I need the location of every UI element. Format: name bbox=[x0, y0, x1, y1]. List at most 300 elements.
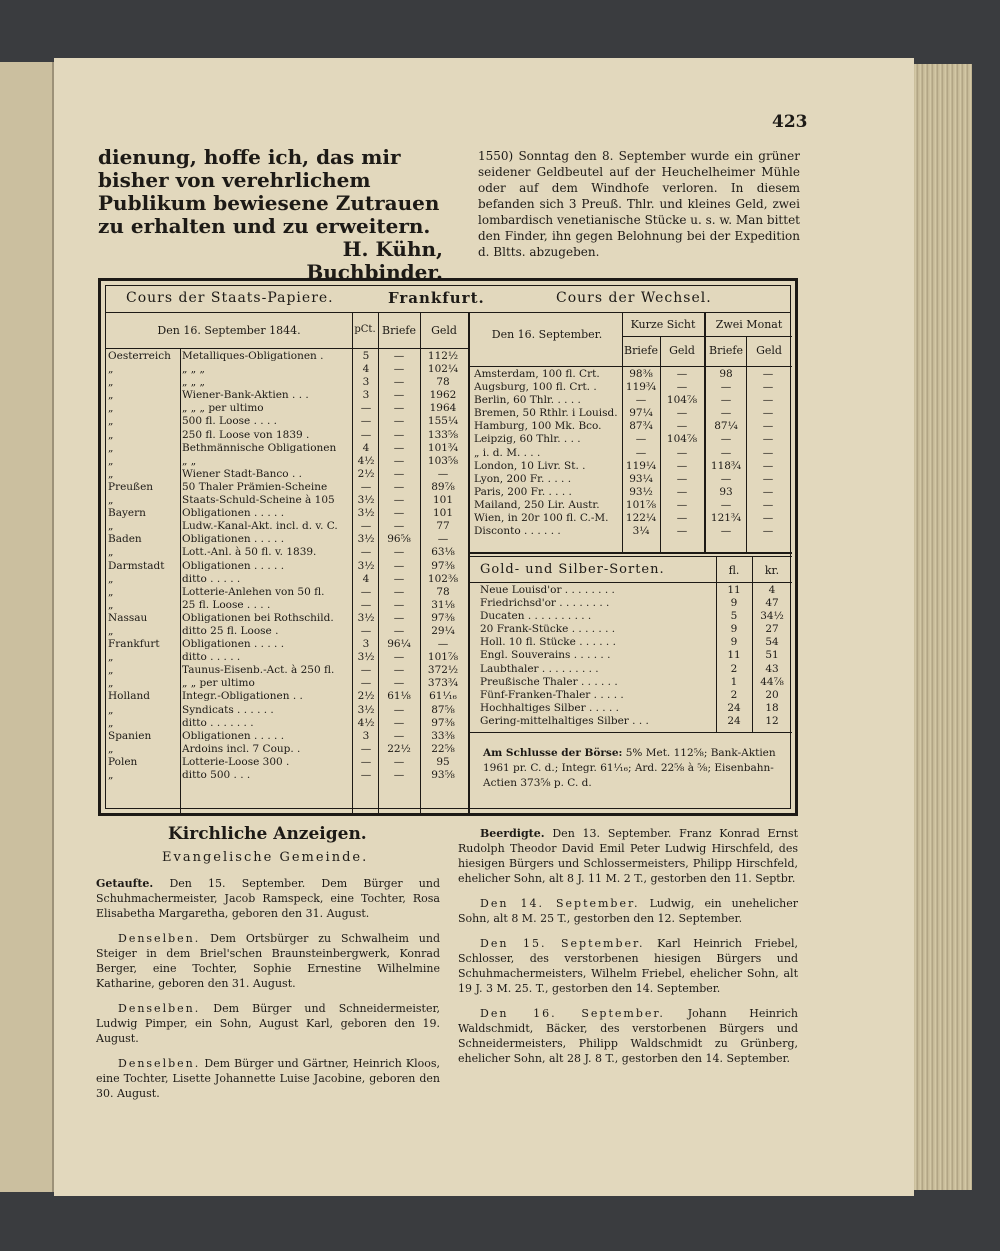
table-row bbox=[108, 573, 468, 586]
cell-country: „ bbox=[108, 428, 114, 441]
cell-zwei-briefe: — bbox=[720, 472, 732, 485]
cell-briefe: — bbox=[393, 389, 405, 402]
cell-security: Staats-Schuld-Scheine à 105 bbox=[182, 494, 335, 507]
cell-geld: 101 bbox=[432, 494, 454, 507]
cell-zwei-geld: — bbox=[762, 446, 774, 459]
left-header-date: Den 16. September 1844. bbox=[157, 324, 301, 337]
church-paragraph bbox=[96, 931, 440, 991]
right-rows bbox=[474, 368, 792, 538]
church-left-column bbox=[96, 876, 440, 1111]
cell-geld: — bbox=[437, 638, 449, 651]
cell-country: Spanien bbox=[108, 729, 152, 742]
paragraph-text: Johann Heinrich Waldschmidt, Bäcker, des verstorbenen Bürgers und Schneidermeisters, Philipp Waldschmidt zu Grünberg, ehelicher Sohn, alt 28 J. 8 T., gestorben den 14. September. bbox=[458, 1007, 798, 1065]
cell-security: ditto 25 fl. Loose . bbox=[182, 624, 279, 637]
table-row bbox=[108, 363, 468, 376]
cell-country: „ bbox=[108, 441, 114, 454]
cell-security: 500 fl. Loose . . . . bbox=[182, 415, 277, 428]
cell-security: „ „ „ bbox=[182, 376, 205, 389]
cell-security: Obligationen . . . . . bbox=[182, 729, 285, 742]
cell-briefe: — bbox=[393, 664, 405, 677]
cell-pct: — bbox=[360, 428, 372, 441]
gold-top-rule bbox=[470, 552, 792, 554]
table-row bbox=[108, 664, 468, 677]
cell-security: Taunus-Eisenb.-Act. à 250 fl. bbox=[182, 664, 335, 677]
cell-briefe: — bbox=[393, 598, 405, 611]
table-row bbox=[108, 599, 468, 612]
table-row bbox=[108, 429, 468, 442]
cell-country: „ bbox=[108, 467, 114, 480]
cell-geld: 133⅝ bbox=[427, 428, 459, 441]
cell-zwei-geld: — bbox=[762, 459, 774, 472]
gold-rows bbox=[480, 584, 792, 728]
cell-kr: 51 bbox=[765, 649, 779, 662]
cell-country: „ bbox=[108, 742, 114, 755]
boerse-closing-label: Am Schlusse der Börse: bbox=[483, 747, 623, 759]
cell-zwei-geld: — bbox=[762, 407, 774, 420]
cell-kurze-briefe: 87¾ bbox=[629, 420, 653, 433]
church-paragraph bbox=[458, 936, 798, 996]
cell-kurze-geld: — bbox=[676, 525, 688, 538]
cell-kr: 43 bbox=[765, 662, 779, 675]
cell-pct: — bbox=[360, 769, 372, 781]
cell-pct: 3½ bbox=[357, 611, 375, 624]
table-row bbox=[108, 690, 468, 703]
table-row bbox=[480, 610, 792, 623]
cell-kr: 47 bbox=[765, 597, 779, 610]
church-paragraph bbox=[96, 1056, 440, 1101]
cell-country: „ bbox=[108, 572, 114, 585]
table-row bbox=[108, 494, 468, 507]
cell-pct: — bbox=[360, 585, 372, 598]
cell-geld: 93⅝ bbox=[431, 769, 455, 781]
cell-briefe: 22½ bbox=[387, 742, 411, 755]
cell-geld: 87⅝ bbox=[431, 703, 455, 716]
paragraph-lead: Den 14. September. bbox=[480, 897, 640, 910]
cell-kr: 18 bbox=[765, 701, 779, 714]
table-row bbox=[108, 520, 468, 533]
table-row bbox=[474, 499, 792, 512]
cell-geld: 61¹⁄₁₆ bbox=[429, 690, 457, 703]
cell-place: Disconto . . . . . . bbox=[474, 525, 561, 538]
table-row bbox=[480, 689, 792, 702]
cell-country: Holland bbox=[108, 690, 150, 703]
cell-zwei-briefe: 121¾ bbox=[710, 512, 742, 525]
cell-pct: 4 bbox=[362, 572, 370, 585]
right-header-rule bbox=[470, 366, 792, 367]
cell-briefe: — bbox=[393, 363, 405, 376]
right-header-briefe: Briefe bbox=[624, 344, 658, 357]
paragraph-lead: Den 16. September. bbox=[480, 1007, 665, 1020]
gold-header-fl: fl. bbox=[728, 564, 740, 577]
table-row bbox=[480, 636, 792, 649]
cell-geld: 112½ bbox=[427, 350, 459, 362]
table-row bbox=[108, 638, 468, 651]
cell-kurze-briefe: — bbox=[635, 394, 647, 407]
cell-pct: 3½ bbox=[357, 703, 375, 716]
table-row bbox=[480, 702, 792, 715]
cell-fl: 24 bbox=[727, 701, 741, 714]
cell-briefe: — bbox=[393, 520, 405, 533]
cell-kurze-geld: — bbox=[676, 368, 688, 380]
cell-pct: — bbox=[360, 402, 372, 415]
cell-place: „ i. d. M. . . . bbox=[474, 446, 541, 459]
cell-kurze-geld: 104⅞ bbox=[666, 394, 698, 407]
cell-coin: Gering-mittelhaltiges Silber . . . bbox=[480, 714, 649, 727]
cell-geld: 78 bbox=[436, 376, 450, 389]
right-header-briefe-2: Briefe bbox=[709, 344, 743, 357]
cell-security: Integr.-Obligationen . . bbox=[182, 690, 303, 703]
cell-security: Obligationen . . . . . bbox=[182, 559, 285, 572]
cell-security: Ludw.-Kanal-Akt. incl. d. v. C. bbox=[182, 520, 338, 533]
cell-security: 50 Thaler Prämien-Scheine bbox=[182, 480, 328, 493]
table-title-row bbox=[106, 286, 790, 313]
cell-briefe: — bbox=[393, 428, 405, 441]
cell-coin: Preußische Thaler . . . . . . bbox=[480, 675, 618, 688]
church-paragraph bbox=[96, 876, 440, 921]
cell-briefe: — bbox=[393, 415, 405, 428]
paragraph-lead: Den 15. September. bbox=[480, 937, 645, 950]
cell-security: Lott.-Anl. à 50 fl. v. 1839. bbox=[182, 546, 317, 559]
paragraph-lead: Denselben. bbox=[118, 1002, 201, 1015]
church-paragraph bbox=[458, 826, 798, 886]
cell-geld: 95 bbox=[436, 755, 450, 768]
church-right-column bbox=[458, 826, 798, 1076]
cell-security: Syndicats . . . . . . bbox=[182, 703, 274, 716]
table-row bbox=[474, 447, 792, 460]
table-row bbox=[108, 743, 468, 756]
cell-coin: Fünf-Franken-Thaler . . . . . bbox=[480, 688, 624, 701]
cell-kurze-geld: — bbox=[676, 420, 688, 433]
cell-country: Nassau bbox=[108, 611, 148, 624]
cell-briefe: — bbox=[393, 703, 405, 716]
cell-fl: 11 bbox=[727, 584, 741, 596]
table-row bbox=[108, 560, 468, 573]
cell-country: „ bbox=[108, 716, 114, 729]
page-stack-edge bbox=[914, 64, 972, 1190]
cell-fl: 5 bbox=[730, 610, 738, 623]
cell-zwei-geld: — bbox=[762, 381, 774, 394]
right-header-date: Den 16. September. bbox=[491, 328, 603, 341]
cell-pct: 3½ bbox=[357, 533, 375, 546]
cell-kurze-briefe: 98⅜ bbox=[629, 368, 653, 380]
cell-country: „ bbox=[108, 624, 114, 637]
cell-place: Mailand, 250 Lir. Austr. bbox=[474, 498, 600, 511]
paragraph-text: Dem Ortsbürger zu Schwalheim und Steiger in dem Briel'schen Braunsteinbergwerk, Konrad Berger, eine Tochter, Sophie Ernestine Wilhelmine Katharine, geboren den 31. August. bbox=[96, 932, 441, 990]
cell-kr: 20 bbox=[765, 688, 779, 701]
cell-zwei-briefe: 98 bbox=[719, 368, 733, 380]
cell-security: „ „ per ultimo bbox=[182, 677, 255, 690]
cell-pct: 3 bbox=[362, 376, 370, 389]
cell-coin: Hochhaltiges Silber . . . . . bbox=[480, 701, 619, 714]
cell-zwei-briefe: 118¾ bbox=[710, 459, 742, 472]
cell-briefe: — bbox=[393, 507, 405, 520]
church-notices-title: Kirchliche Anzeigen. bbox=[168, 824, 367, 844]
cell-kurze-briefe: 122¼ bbox=[625, 512, 657, 525]
cell-security: 25 fl. Loose . . . . bbox=[182, 598, 271, 611]
table-row bbox=[480, 623, 792, 636]
cell-pct: 3½ bbox=[357, 507, 375, 520]
cell-geld: 97⅜ bbox=[431, 611, 455, 624]
cell-pct: 3½ bbox=[357, 559, 375, 572]
cell-security: Lotterie-Anlehen von 50 fl. bbox=[182, 585, 325, 598]
table-row bbox=[108, 389, 468, 402]
gold-top-rule-2 bbox=[470, 556, 792, 557]
cell-briefe: — bbox=[393, 467, 405, 480]
paragraph-text: Dem Bürger und Schneidermeister, Ludwig Pimper, ein Sohn, August Karl, geboren den 19. August. bbox=[96, 1002, 440, 1045]
cell-briefe: — bbox=[393, 480, 405, 493]
cell-pct: — bbox=[360, 415, 372, 428]
cell-security: „ „ „ bbox=[182, 363, 205, 376]
cell-briefe: — bbox=[393, 546, 405, 559]
cell-country: „ bbox=[108, 664, 114, 677]
cell-zwei-briefe: 93 bbox=[719, 485, 733, 498]
cell-briefe: — bbox=[393, 376, 405, 389]
cell-pct: — bbox=[360, 664, 372, 677]
cell-zwei-geld: — bbox=[762, 498, 774, 511]
cell-kurze-briefe: 93½ bbox=[629, 485, 653, 498]
cell-coin: Ducaten . . . . . . . . . . bbox=[480, 610, 592, 623]
cell-country: „ bbox=[108, 585, 114, 598]
cell-kurze-briefe: — bbox=[635, 446, 647, 459]
table-row bbox=[480, 715, 792, 728]
cell-security: ditto . . . . . . . bbox=[182, 716, 254, 729]
cell-geld: 102¼ bbox=[427, 363, 459, 376]
table-row bbox=[474, 368, 792, 381]
cell-pct: 3½ bbox=[357, 494, 375, 507]
left-rows bbox=[108, 350, 468, 782]
cell-briefe: — bbox=[393, 441, 405, 454]
cell-briefe: — bbox=[393, 611, 405, 624]
cell-country: Darmstadt bbox=[108, 559, 165, 572]
cell-geld: 155¼ bbox=[427, 415, 459, 428]
cell-zwei-briefe: — bbox=[720, 394, 732, 407]
cell-fl: 9 bbox=[730, 636, 738, 649]
cell-coin: Laubthaler . . . . . . . . . bbox=[480, 662, 599, 675]
table-row bbox=[108, 481, 468, 494]
table-row bbox=[474, 473, 792, 486]
cell-zwei-geld: — bbox=[762, 433, 774, 446]
cell-kurze-briefe: 93¼ bbox=[629, 472, 653, 485]
cell-pct: — bbox=[360, 755, 372, 768]
cell-coin: Holl. 10 fl. Stücke . . . . . . bbox=[480, 636, 616, 649]
left-header-geld: Geld bbox=[431, 324, 457, 337]
exchange-table-inner bbox=[105, 285, 791, 809]
cell-place: Hamburg, 100 Mk. Bco. bbox=[474, 420, 602, 433]
cell-kr: 54 bbox=[765, 636, 779, 649]
cell-geld: 372½ bbox=[427, 664, 459, 677]
cell-geld: 101¾ bbox=[427, 441, 459, 454]
cell-kurze-geld: — bbox=[676, 485, 688, 498]
table-row bbox=[108, 586, 468, 599]
cell-kr: 4 bbox=[768, 584, 776, 596]
cell-geld: 102⅜ bbox=[427, 572, 459, 585]
cell-security: Obligationen . . . . . bbox=[182, 533, 285, 546]
cell-country: „ bbox=[108, 677, 114, 690]
boerse-closing-note bbox=[483, 746, 793, 791]
cell-country: Polen bbox=[108, 755, 138, 768]
cell-country: „ bbox=[108, 703, 114, 716]
cell-kr: 12 bbox=[765, 714, 779, 727]
cell-briefe: — bbox=[393, 494, 405, 507]
church-paragraph bbox=[458, 1006, 798, 1066]
table-row bbox=[108, 704, 468, 717]
cell-country: „ bbox=[108, 402, 114, 415]
title-frankfurt: Frankfurt. bbox=[388, 289, 485, 307]
paragraph-text: Den 13. September. Franz Konrad Ernst Rudolph Theodor David Emil Peter Ludwig Hirschfeld, des hiesigen Bürgers und Schlossermeisters, Philipp Hirschfeld, ehelicher Sohn, alt 8 J. 11 M. 2 T., gestorben den 11. Septbr. bbox=[458, 827, 798, 885]
cell-country: Preußen bbox=[108, 480, 154, 493]
cell-security: Ardoins incl. 7 Coup. . bbox=[182, 742, 301, 755]
cell-security: 250 fl. Loose von 1839 . bbox=[182, 428, 310, 441]
cell-pct: — bbox=[360, 624, 372, 637]
table-row bbox=[474, 407, 792, 420]
cell-coin: Engl. Souverains . . . . . . bbox=[480, 649, 611, 662]
cell-country: „ bbox=[108, 389, 114, 402]
table-row bbox=[474, 486, 792, 499]
table-row bbox=[108, 769, 468, 782]
cell-security: ditto 500 . . . bbox=[182, 769, 251, 781]
cell-fl: 2 bbox=[730, 662, 738, 675]
table-row bbox=[108, 415, 468, 428]
cell-zwei-geld: — bbox=[762, 512, 774, 525]
paragraph-lead: Getaufte. bbox=[96, 877, 154, 890]
right-header-zwei: Zwei Monat bbox=[715, 318, 783, 331]
table-row bbox=[108, 546, 468, 559]
cell-place: Wien, in 20r 100 fl. C.-M. bbox=[474, 512, 609, 525]
cell-fl: 1 bbox=[730, 675, 738, 688]
cell-briefe: 96¼ bbox=[387, 638, 411, 651]
cell-coin: Friedrichsd'or . . . . . . . . bbox=[480, 597, 610, 610]
title-wechsel: Cours der Wechsel. bbox=[556, 290, 712, 306]
table-middle-rule bbox=[468, 312, 470, 814]
cell-country: „ bbox=[108, 494, 114, 507]
cell-fl: 2 bbox=[730, 688, 738, 701]
cell-pct: 5 bbox=[362, 350, 370, 362]
cell-pct: 3 bbox=[362, 729, 370, 742]
table-row bbox=[474, 394, 792, 407]
cell-security: Obligationen bei Rothschild. bbox=[182, 611, 334, 624]
table-row bbox=[480, 676, 792, 689]
advertisement-left bbox=[98, 146, 443, 284]
cell-pct: — bbox=[360, 520, 372, 533]
table-row bbox=[108, 612, 468, 625]
cell-security: ditto . . . . . bbox=[182, 572, 241, 585]
cell-country: „ bbox=[108, 415, 114, 428]
cell-pct: 3 bbox=[362, 389, 370, 402]
cell-country: „ bbox=[108, 546, 114, 559]
paragraph-lead: Denselben. bbox=[118, 932, 201, 945]
cell-geld: 63⅛ bbox=[431, 546, 455, 559]
paragraph-text: Dem Bürger und Gärtner, Heinrich Kloos, eine Tochter, Lisette Johannette Luise Jacobine, geboren den 30. August. bbox=[96, 1057, 440, 1100]
cell-geld: 103⅝ bbox=[427, 454, 459, 467]
cell-kurze-geld: 104⅞ bbox=[666, 433, 698, 446]
cell-pct: — bbox=[360, 677, 372, 690]
page-number: 423 bbox=[772, 112, 808, 132]
cell-geld: 101 bbox=[432, 507, 454, 520]
cell-kr: 34½ bbox=[760, 610, 784, 623]
cell-zwei-geld: — bbox=[762, 394, 774, 407]
paragraph-text: Karl Heinrich Friebel, Schlosser, des verstorbenen hiesigen Bürgers und Schuhmachermeisters, Wilhelm Friebel, ehelicher Sohn, alt 19 J. 3 M. 25. T., gestorben den 14. September. bbox=[458, 937, 798, 995]
cell-geld: — bbox=[437, 467, 449, 480]
cell-geld: 89⅞ bbox=[431, 480, 455, 493]
cell-country: Frankfurt bbox=[108, 638, 160, 651]
left-header-pct: pCt. bbox=[354, 324, 376, 335]
cell-geld: 1962 bbox=[429, 389, 457, 402]
cell-pct: — bbox=[360, 742, 372, 755]
table-row bbox=[480, 649, 792, 662]
cell-zwei-briefe: — bbox=[720, 381, 732, 394]
cell-place: Augsburg, 100 fl. Crt. . bbox=[474, 381, 597, 394]
cell-briefe: — bbox=[393, 755, 405, 768]
table-row bbox=[108, 507, 468, 520]
cell-zwei-briefe: — bbox=[720, 407, 732, 420]
cell-pct: 2½ bbox=[357, 690, 375, 703]
cell-country: Bayern bbox=[108, 507, 146, 520]
cell-kurze-briefe: 119¼ bbox=[625, 459, 657, 472]
cell-zwei-geld: — bbox=[762, 472, 774, 485]
cell-briefe: — bbox=[393, 585, 405, 598]
cell-kurze-briefe: 119¾ bbox=[625, 381, 657, 394]
cell-security: „ „ bbox=[182, 454, 197, 467]
left-header-rule bbox=[106, 348, 468, 349]
cell-zwei-geld: — bbox=[762, 485, 774, 498]
cell-kurze-geld: — bbox=[676, 498, 688, 511]
cell-coin: 20 Frank-Stücke . . . . . . . bbox=[480, 623, 616, 636]
table-row bbox=[108, 756, 468, 769]
table-row bbox=[480, 663, 792, 676]
cell-place: London, 10 Livr. St. . bbox=[474, 459, 586, 472]
cell-pct: — bbox=[360, 598, 372, 611]
cell-briefe: — bbox=[393, 350, 405, 362]
cell-country: „ bbox=[108, 454, 114, 467]
table-row bbox=[474, 420, 792, 433]
cell-country: „ bbox=[108, 376, 114, 389]
cell-geld: 97⅜ bbox=[431, 559, 455, 572]
ad-left-signature-name: H. Kühn, bbox=[342, 237, 443, 261]
cell-place: Lyon, 200 Fr. . . . . bbox=[474, 472, 572, 485]
cell-pct: 4½ bbox=[357, 716, 375, 729]
cell-country: „ bbox=[108, 520, 114, 533]
table-row bbox=[480, 597, 792, 610]
cell-pct: 3 bbox=[362, 638, 370, 651]
cell-zwei-briefe: — bbox=[720, 525, 732, 538]
cell-kurze-geld: — bbox=[676, 472, 688, 485]
cell-geld: — bbox=[437, 533, 449, 546]
ad-left-signature-title: Buchbinder. bbox=[306, 260, 443, 284]
table-row bbox=[474, 460, 792, 473]
cell-pct: 4½ bbox=[357, 454, 375, 467]
cell-briefe: — bbox=[393, 716, 405, 729]
cell-place: Leipzig, 60 Thlr. . . . bbox=[474, 433, 581, 446]
cell-briefe: — bbox=[393, 769, 405, 781]
cell-pct: 2½ bbox=[357, 467, 375, 480]
cell-briefe: — bbox=[393, 651, 405, 664]
table-row bbox=[108, 625, 468, 638]
right-subheader-rule bbox=[622, 336, 792, 337]
cell-fl: 9 bbox=[730, 623, 738, 636]
table-row bbox=[108, 730, 468, 743]
cell-geld: 22⅝ bbox=[431, 742, 455, 755]
table-row bbox=[108, 468, 468, 481]
cell-security: Wiener Stadt-Banco . . bbox=[182, 467, 302, 480]
cell-kurze-geld: — bbox=[676, 381, 688, 394]
cell-pct: 3½ bbox=[357, 651, 375, 664]
cell-pct: — bbox=[360, 480, 372, 493]
table-row bbox=[108, 677, 468, 690]
cell-geld: 29¼ bbox=[431, 624, 455, 637]
cell-geld: 373¾ bbox=[427, 677, 459, 690]
left-header-briefe: Briefe bbox=[382, 324, 416, 337]
gold-header-kr: kr. bbox=[764, 564, 780, 577]
